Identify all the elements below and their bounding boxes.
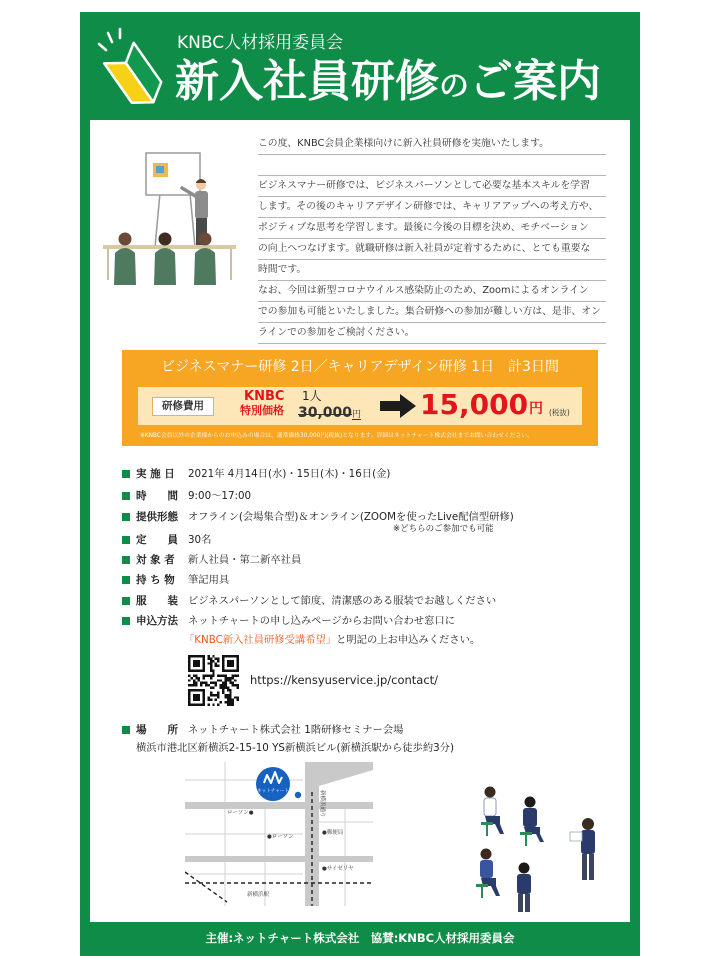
title-end: ご案内 xyxy=(469,56,601,107)
regular-price-unit: 円 xyxy=(352,410,362,420)
green-square-bullet-icon xyxy=(122,513,130,521)
map-label: 新横浜駅 xyxy=(247,892,270,898)
intro-line: ポジティブな思考を学習します。最後に今後の目標を決め、モチベーション xyxy=(258,218,606,239)
person-standing-2 xyxy=(517,863,531,913)
special-price-label: 特別価格 xyxy=(240,404,284,417)
fee-label: 研修費用 xyxy=(152,397,214,416)
detail-value-venue: ネットチャート株式会社 1階研修セミナー会場 xyxy=(188,724,404,736)
intro-spacer-line xyxy=(258,155,606,176)
special-price-brand: KNBC xyxy=(244,389,285,404)
intro-text-block xyxy=(258,134,606,344)
intro-line: します。その後のキャリアデザイン研修では、キャリアアップへの考え方や、 xyxy=(258,197,606,218)
detail-note-format: ※どちらのご参加でも可能 xyxy=(393,524,494,534)
map-label: ●ローソン xyxy=(267,834,294,840)
beginner-driver-mark-icon xyxy=(93,26,171,110)
people-illustration xyxy=(458,772,614,914)
fee-box xyxy=(122,350,598,446)
detail-value-belongings: 筆記用具 xyxy=(188,574,230,586)
person-standing-with-paper xyxy=(570,818,595,880)
qr-code-icon xyxy=(188,655,239,706)
intro-line: での参加も可能といたしました。集合研修への参加が難しい方は、是非、オン xyxy=(258,302,606,323)
location-pin-icon xyxy=(295,792,301,798)
map-label: 新横浜通り xyxy=(319,790,325,818)
detail-label-location: 場 所 xyxy=(136,724,178,736)
training-room-illustration xyxy=(100,145,240,295)
intro-line: この度、KNBC会員企業様向けに新入社員研修を実施いたします。 xyxy=(258,134,606,155)
detail-label-date: 実 施 日 xyxy=(136,468,175,480)
application-keyword: 「KNBC新入社員研修受講希望」 xyxy=(184,634,337,646)
title-particle: の xyxy=(439,69,469,104)
special-price-unit: 円 xyxy=(529,401,543,417)
green-square-bullet-icon xyxy=(122,617,130,625)
detail-label-time: 時 間 xyxy=(136,490,178,502)
map-label: ●サイゼリヤ xyxy=(322,866,354,872)
detail-value-target: 新人社員・第二新卒社員 xyxy=(188,554,302,566)
special-price-amount: 15,000 xyxy=(420,388,529,421)
person-seated-2 xyxy=(520,797,544,847)
fee-footnote: ※KNBC会員以外の企業様からのお申込みの場合は、通常価格30,000円(税抜)となります。詳細はネットチャート株式会社までお問い合わせください。 xyxy=(140,433,533,439)
detail-label-capacity: 定 員 xyxy=(136,534,178,546)
regular-price-amount: 30,000 xyxy=(298,405,353,421)
intro-line: ラインでの参加をご検討ください。 xyxy=(258,323,606,344)
intro-line: の向上へつなげます。就職研修は新入社員が定着するために、とても重要な xyxy=(258,239,606,260)
intro-line: 時間です。 xyxy=(258,260,606,281)
detail-value-dress: ビジネスパーソンとして節度、清潔感のある服装でお越しください xyxy=(188,595,497,607)
map-label: ローソン● xyxy=(227,810,254,816)
map-label: ●郵便局 xyxy=(322,830,344,836)
map-logo-text: ネットチャート xyxy=(256,789,290,794)
person-seated-3 xyxy=(476,849,500,899)
detail-label-format: 提供形態 xyxy=(136,511,178,523)
title-main: 新入社員研修 xyxy=(175,56,439,107)
detail-value-date: 2021年 4月14日(水)・15日(木)・16日(金) xyxy=(188,468,391,480)
footer-sponsors: 主催:ネットチャート株式会社 協賛:KNBC人材採用委員会 xyxy=(205,931,515,945)
contact-url-link[interactable]: https://kensyuservice.jp/contact/ xyxy=(250,673,439,687)
green-square-bullet-icon xyxy=(122,556,130,564)
application-instruction-rest: と明記の上お申込みください。 xyxy=(336,634,481,646)
detail-label-application: 申込方法 xyxy=(136,615,178,627)
intro-line: なお、今回は新型コロナウイルス感染防止のため、Zoomによるオンライン xyxy=(258,281,606,302)
person-seated-1 xyxy=(481,787,504,837)
sparkle-lines xyxy=(99,29,120,50)
green-square-bullet-icon xyxy=(122,597,130,605)
fee-band xyxy=(138,387,582,425)
committee-name: KNBC人材採用委員会 xyxy=(177,33,344,53)
detail-value-address: 横浜市港北区新横浜2-15-10 YS新横浜ビル(新横浜駅から徒歩約3分) xyxy=(136,742,454,754)
page-title xyxy=(175,56,601,117)
application-instruction xyxy=(184,633,480,647)
green-square-bullet-icon xyxy=(122,726,130,734)
detail-value-application: ネットチャートの申し込みページからお問い合わせ窓口に xyxy=(188,615,455,627)
access-map xyxy=(185,762,373,906)
seated-attendees xyxy=(114,233,216,286)
green-square-bullet-icon xyxy=(122,470,130,478)
green-square-bullet-icon xyxy=(122,536,130,544)
intro-line: ビジネスマナー研修では、ビジネスパーソンとして必要な基本スキルを学習 xyxy=(258,176,606,197)
detail-label-dress: 服 装 xyxy=(136,595,178,607)
per-person-label: 1人 xyxy=(302,389,322,403)
green-square-bullet-icon xyxy=(122,492,130,500)
mark-halves xyxy=(104,43,168,110)
fee-heading: ビジネスマナー研修 2日／キャリアデザイン研修 1日 計3日間 xyxy=(161,359,559,375)
tax-note: (税抜) xyxy=(549,408,570,417)
right-arrow-icon xyxy=(380,394,416,418)
detail-value-capacity: 30名 xyxy=(188,534,212,546)
detail-value-format: オフライン(会場集合型)＆オンライン(ZOOMを使ったLive配信型研修) xyxy=(188,511,514,523)
detail-label-belongings: 持 ち 物 xyxy=(136,574,175,586)
detail-label-target: 対 象 者 xyxy=(136,554,175,566)
regular-price xyxy=(298,404,361,423)
green-square-bullet-icon xyxy=(122,576,130,584)
company-logo-pin xyxy=(256,767,290,801)
whiteboard xyxy=(146,153,200,247)
detail-value-time: 9:00～17:00 xyxy=(188,490,252,502)
